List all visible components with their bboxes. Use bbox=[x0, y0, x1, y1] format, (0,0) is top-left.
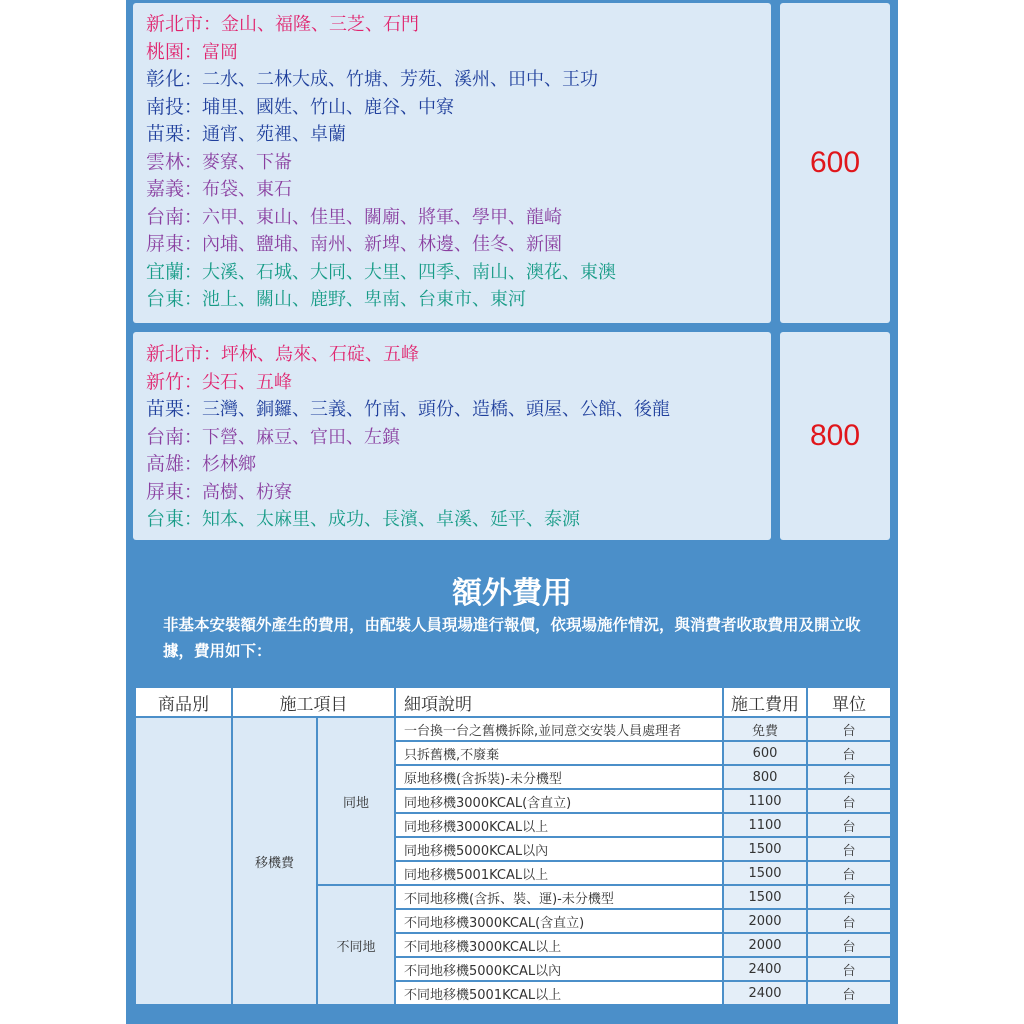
region-line bbox=[146, 451, 670, 479]
zone-600-price: 600 bbox=[809, 146, 861, 179]
region-separator: ： bbox=[184, 509, 203, 530]
unit-cell: 台 bbox=[807, 837, 891, 861]
item-type-cell: 移機費 bbox=[232, 717, 317, 1005]
region-line bbox=[146, 121, 616, 149]
header-unit: 單位 bbox=[807, 687, 891, 717]
region-line bbox=[146, 341, 670, 369]
detail-cell: 同地移機3000KCAL以上 bbox=[395, 813, 723, 837]
detail-cell: 不同地移機3000KCAL以上 bbox=[395, 933, 723, 957]
region-areas: 埔里、國姓、竹山、鹿谷、中寮 bbox=[202, 96, 455, 118]
region-line bbox=[146, 39, 616, 67]
cost-cell: 2400 bbox=[723, 981, 807, 1005]
detail-cell: 一台換一台之舊機拆除,並同意交安裝人員處理者 bbox=[395, 717, 723, 741]
region-name: 台南 bbox=[146, 205, 185, 228]
region-areas: 大溪、石城、大同、大里、四季、南山、澳花、東澳 bbox=[202, 261, 617, 283]
zone-800-price: 800 bbox=[809, 419, 861, 452]
cost-cell: 免費 bbox=[723, 717, 807, 741]
detail-cell: 不同地移機5001KCAL以上 bbox=[395, 981, 723, 1005]
region-separator: ： bbox=[184, 69, 203, 90]
detail-cell: 同地移機5000KCAL以內 bbox=[395, 837, 723, 861]
cost-cell: 1500 bbox=[723, 837, 807, 861]
unit-cell: 台 bbox=[807, 717, 891, 741]
cost-cell: 2000 bbox=[723, 933, 807, 957]
region-areas: 杉林鄉 bbox=[202, 454, 257, 475]
unit-cell: 台 bbox=[807, 885, 891, 909]
unit-cell: 台 bbox=[807, 909, 891, 933]
cost-cell: 1500 bbox=[723, 885, 807, 909]
region-separator: ： bbox=[184, 151, 203, 173]
region-areas: 二水、二林大成、竹塘、芳苑、溪州、田中、王功 bbox=[202, 69, 599, 90]
cost-cell: 1100 bbox=[723, 813, 807, 837]
region-separator: ： bbox=[184, 454, 203, 475]
region-name: 台東 bbox=[146, 288, 185, 310]
region-name: 新竹 bbox=[146, 370, 185, 393]
detail-cell: 同地移機3000KCAL(含直立) bbox=[395, 789, 723, 813]
region-areas: 三灣、銅鑼、三義、竹南、頭份、造橋、頭屋、公館、後龍 bbox=[202, 399, 671, 420]
region-line bbox=[146, 66, 616, 94]
region-separator: ： bbox=[184, 371, 203, 393]
unit-cell: 台 bbox=[807, 741, 891, 765]
cost-cell: 2400 bbox=[723, 957, 807, 981]
region-line bbox=[146, 424, 670, 452]
region-name: 苗栗 bbox=[146, 123, 185, 145]
region-separator: ： bbox=[184, 96, 203, 118]
unit-cell: 台 bbox=[807, 933, 891, 957]
region-areas: 下營、麻豆、官田、左鎮 bbox=[202, 426, 401, 448]
fee-table bbox=[134, 686, 892, 1006]
region-name: 新北市 bbox=[146, 13, 204, 35]
region-line bbox=[146, 231, 616, 259]
region-separator: ： bbox=[184, 426, 203, 448]
region-line bbox=[146, 479, 670, 507]
detail-cell: 不同地移機5000KCAL以內 bbox=[395, 957, 723, 981]
header-detail: 細項說明 bbox=[395, 687, 723, 717]
location-group-cell: 同地 bbox=[317, 717, 395, 885]
region-separator: ： bbox=[184, 234, 203, 255]
region-line bbox=[146, 149, 616, 177]
region-name: 彰化 bbox=[146, 68, 185, 90]
region-name: 屏東 bbox=[146, 480, 185, 503]
region-areas: 坪林、烏來、石碇、五峰 bbox=[221, 344, 420, 365]
cost-cell: 2000 bbox=[723, 909, 807, 933]
region-line bbox=[146, 176, 616, 204]
extra-fees-description: 非基本安裝額外產生的費用，由配裝人員現場進行報價，依現場施作情況，與消費者收取費用及開立收據，費用如下： bbox=[163, 616, 861, 660]
cost-cell: 800 bbox=[723, 765, 807, 789]
region-areas: 尖石、五峰 bbox=[202, 371, 293, 393]
region-areas: 知本、太麻里、成功、長濱、卓溪、延平、泰源 bbox=[202, 509, 581, 530]
region-line bbox=[146, 396, 670, 424]
region-name: 苗栗 bbox=[146, 398, 185, 420]
unit-cell: 台 bbox=[807, 813, 891, 837]
region-separator: ： bbox=[184, 124, 203, 145]
region-separator: ： bbox=[184, 261, 203, 283]
cost-cell: 1500 bbox=[723, 861, 807, 885]
region-name: 嘉義 bbox=[146, 178, 185, 200]
region-name: 台東 bbox=[146, 508, 185, 530]
unit-cell: 台 bbox=[807, 981, 891, 1005]
cost-cell: 1100 bbox=[723, 789, 807, 813]
header-item: 施工項目 bbox=[232, 687, 395, 717]
detail-cell: 不同地移機3000KCAL(含直立) bbox=[395, 909, 723, 933]
fee-table-header bbox=[135, 687, 891, 717]
region-areas: 池上、關山、鹿野、卑南、台東市、東河 bbox=[202, 289, 527, 310]
region-separator: ： bbox=[184, 399, 203, 420]
region-areas: 布袋、東石 bbox=[202, 179, 293, 200]
detail-cell: 只拆舊機,不廢棄 bbox=[395, 741, 723, 765]
region-separator: ： bbox=[184, 481, 203, 503]
detail-cell: 原地移機(含拆裝)-未分機型 bbox=[395, 765, 723, 789]
region-name: 雲林 bbox=[146, 150, 185, 173]
region-name: 南投 bbox=[146, 95, 185, 118]
detail-cell: 不同地移機(含拆、裝、運)-未分機型 bbox=[395, 885, 723, 909]
zone-800-regions bbox=[146, 341, 670, 534]
header-cost: 施工費用 bbox=[723, 687, 807, 717]
region-areas: 內埔、鹽埔、南州、新埤、林邊、佳冬、新園 bbox=[202, 234, 563, 255]
extra-fees-title: 額外費用 bbox=[452, 576, 572, 611]
region-areas: 高樹、枋寮 bbox=[202, 481, 293, 503]
region-name: 新北市 bbox=[146, 343, 204, 365]
unit-cell: 台 bbox=[807, 957, 891, 981]
region-areas: 富岡 bbox=[202, 41, 239, 63]
region-name: 台南 bbox=[146, 425, 185, 448]
region-areas: 通宵、苑裡、卓蘭 bbox=[202, 124, 347, 145]
region-separator: ： bbox=[184, 206, 203, 228]
region-separator: ： bbox=[184, 289, 203, 310]
region-name: 桃園 bbox=[146, 40, 185, 63]
region-name: 宜蘭 bbox=[146, 260, 185, 283]
region-name: 高雄 bbox=[146, 453, 185, 475]
region-separator: ： bbox=[203, 344, 222, 365]
region-line bbox=[146, 506, 670, 534]
table-row bbox=[135, 717, 891, 741]
header-category: 商品別 bbox=[135, 687, 232, 717]
region-line bbox=[146, 286, 616, 314]
region-line bbox=[146, 11, 616, 39]
location-group-cell: 不同地 bbox=[317, 885, 395, 1005]
category-cell bbox=[135, 717, 232, 1005]
cost-cell: 600 bbox=[723, 741, 807, 765]
region-areas: 六甲、東山、佳里、關廟、將軍、學甲、龍崎 bbox=[202, 206, 563, 228]
region-line bbox=[146, 204, 616, 232]
region-line bbox=[146, 94, 616, 122]
unit-cell: 台 bbox=[807, 765, 891, 789]
region-name: 屏東 bbox=[146, 233, 185, 255]
unit-cell: 台 bbox=[807, 861, 891, 885]
detail-cell: 同地移機5001KCAL以上 bbox=[395, 861, 723, 885]
unit-cell: 台 bbox=[807, 789, 891, 813]
region-separator: ： bbox=[184, 179, 203, 200]
zone-600-regions bbox=[146, 11, 616, 314]
region-areas: 麥寮、下崙 bbox=[202, 151, 293, 173]
region-separator: ： bbox=[184, 41, 203, 63]
region-line bbox=[146, 259, 616, 287]
region-areas: 金山、福隆、三芝、石門 bbox=[221, 14, 420, 35]
region-line bbox=[146, 369, 670, 397]
region-separator: ： bbox=[203, 14, 222, 35]
